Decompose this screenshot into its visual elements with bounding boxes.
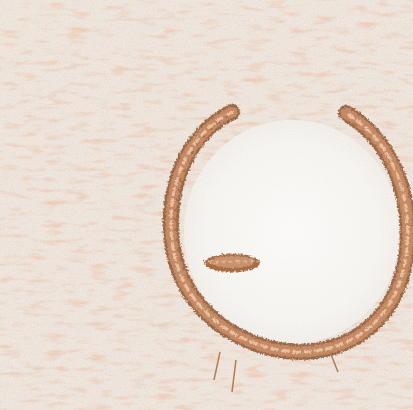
plaster-grain (184, 120, 400, 344)
fiber-bundle (204, 254, 260, 272)
